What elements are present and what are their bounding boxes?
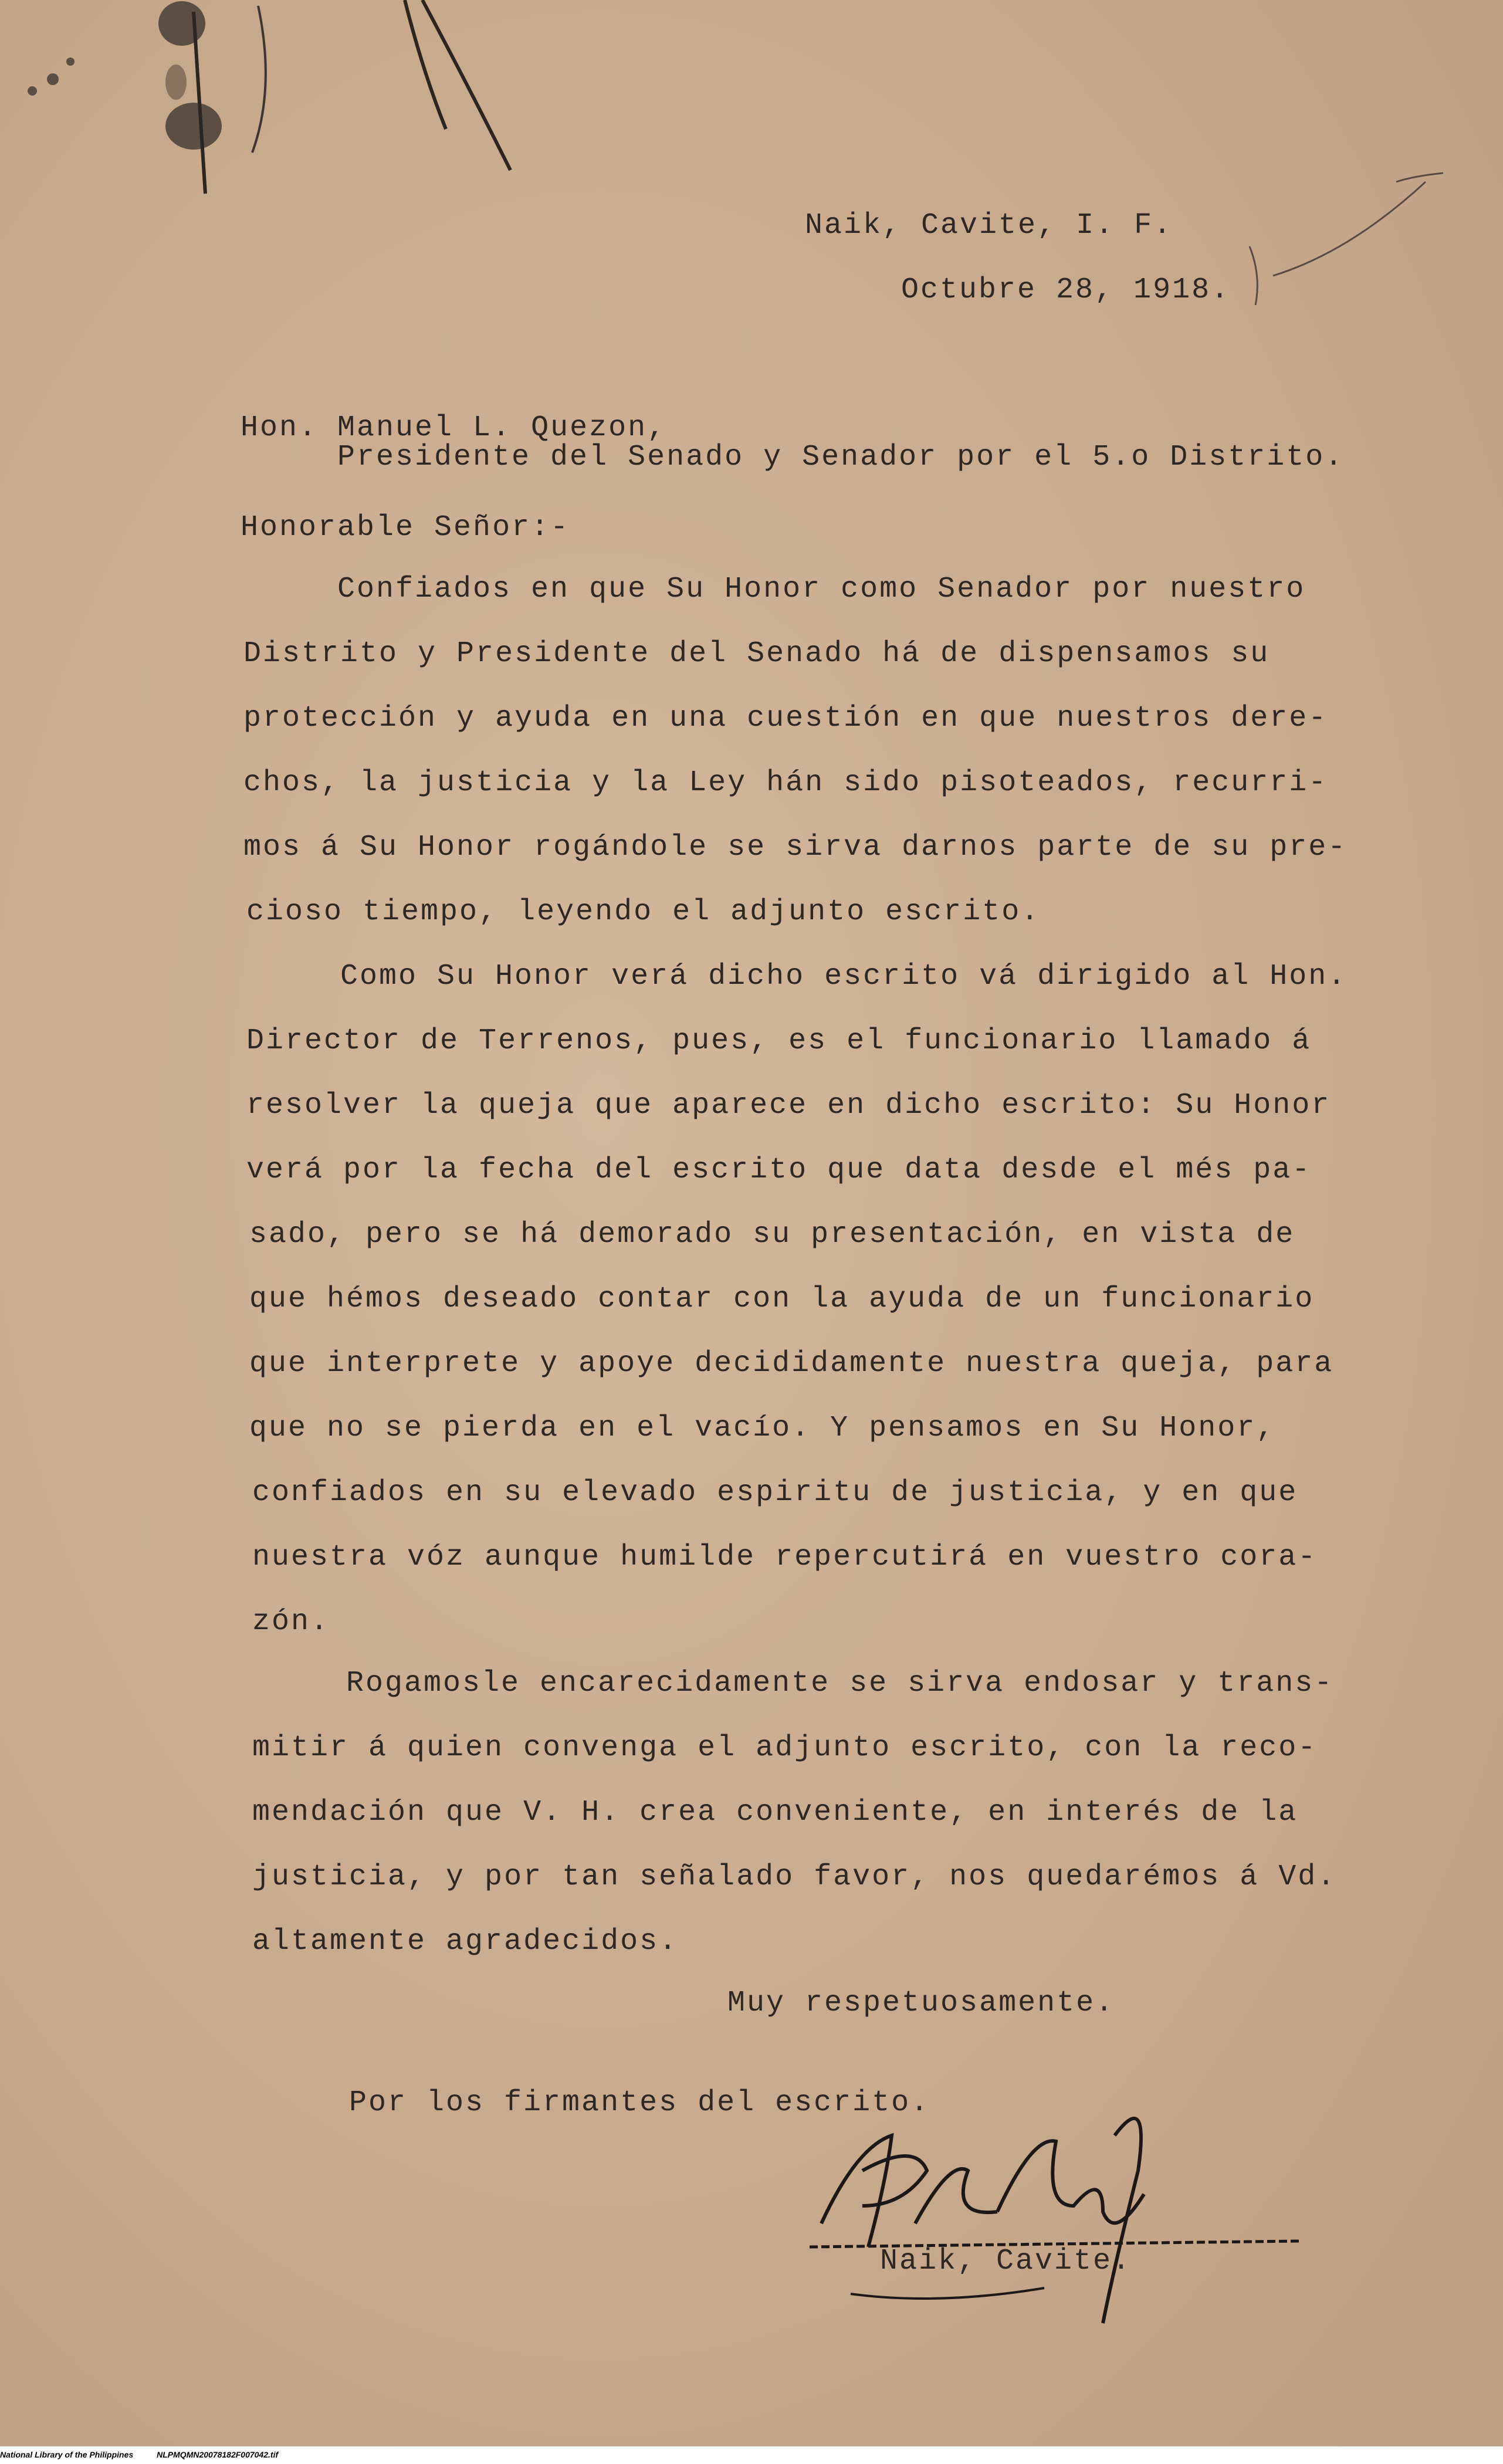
- letter-place: Naik, Cavite, I. F.: [805, 209, 1173, 242]
- body-line: protección y ayuda en una cuestión en que nuestros dere-: [243, 702, 1328, 735]
- footer-library: National Library of the Philippines: [0, 2450, 134, 2459]
- addressee-title: Presidente del Senado y Senador por el 5.o Distrito.: [337, 441, 1345, 474]
- body-line: mendación que V. H. crea conveniente, en interés de la: [252, 1796, 1298, 1829]
- body-line: sado, pero se há demorado su presentación, en vista de: [249, 1218, 1295, 1251]
- body-line: justicia, y por tan señalado favor, nos quedarémos á Vd.: [252, 1860, 1337, 1894]
- pencil-scribble-right: [1250, 173, 1443, 305]
- body-line: Como Su Honor verá dicho escrito vá dirigido al Hon.: [340, 960, 1348, 993]
- salutation: Honorable Señor:-: [241, 511, 570, 544]
- body-line: Confiados en que Su Honor como Senador por nuestro: [337, 573, 1306, 606]
- body-line: chos, la justicia y la Ley hán sido pisoteados, recurri-: [243, 766, 1328, 800]
- body-line: mos á Su Honor rogándole se sirva darnos parte de su pre-: [243, 831, 1348, 864]
- signature-place: Naik, Cavite.: [880, 2245, 1132, 2278]
- signature: [810, 2118, 1299, 2323]
- body-line: cioso tiempo, leyendo el adjunto escrito.: [246, 895, 1041, 929]
- pencil-stroke-top: [194, 12, 205, 194]
- body-line: verá por la fecha del escrito que data desde el més pa-: [246, 1153, 1312, 1187]
- body-line: confiados en su elevado espiritu de justicia, y en que: [252, 1476, 1298, 1509]
- closing: Muy respetuosamente.: [727, 1986, 1115, 2020]
- body-line: resolver la queja que aparece en dicho escrito: Su Honor: [246, 1089, 1331, 1122]
- footer-file: NLPMQMN20078182F007042.tif: [157, 2450, 279, 2459]
- body-line: que no se pierda en el vacío. Y pensamos en Su Honor,: [249, 1412, 1276, 1445]
- body-line: zón.: [252, 1605, 330, 1639]
- signers-note: Por los firmantes del escrito.: [349, 2086, 930, 2120]
- body-line: Director de Terrenos, pues, es el funcionario llamado á: [246, 1024, 1312, 1058]
- addressee-name: Hon. Manuel L. Quezon,: [241, 411, 667, 445]
- body-line: Distrito y Presidente del Senado há de dispensamos su: [243, 637, 1270, 671]
- scan-footer-text: [0, 2450, 302, 2459]
- body-line: Rogamosle encarecidamente se sirva endosar y trans-: [346, 1667, 1334, 1700]
- body-line: que hémos deseado contar con la ayuda de un funcionario: [249, 1282, 1315, 1316]
- body-line: altamente agradecidos.: [252, 1925, 679, 1958]
- body-line: nuestra vóz aunque humilde repercutirá en vuestro cora-: [252, 1541, 1318, 1574]
- body-line: mitir á quien convenga el adjunto escrito, con la reco-: [252, 1731, 1318, 1765]
- body-line: que interprete y apoye decididamente nuestra queja, para: [249, 1347, 1334, 1380]
- letter-date: Octubre 28, 1918.: [901, 273, 1231, 307]
